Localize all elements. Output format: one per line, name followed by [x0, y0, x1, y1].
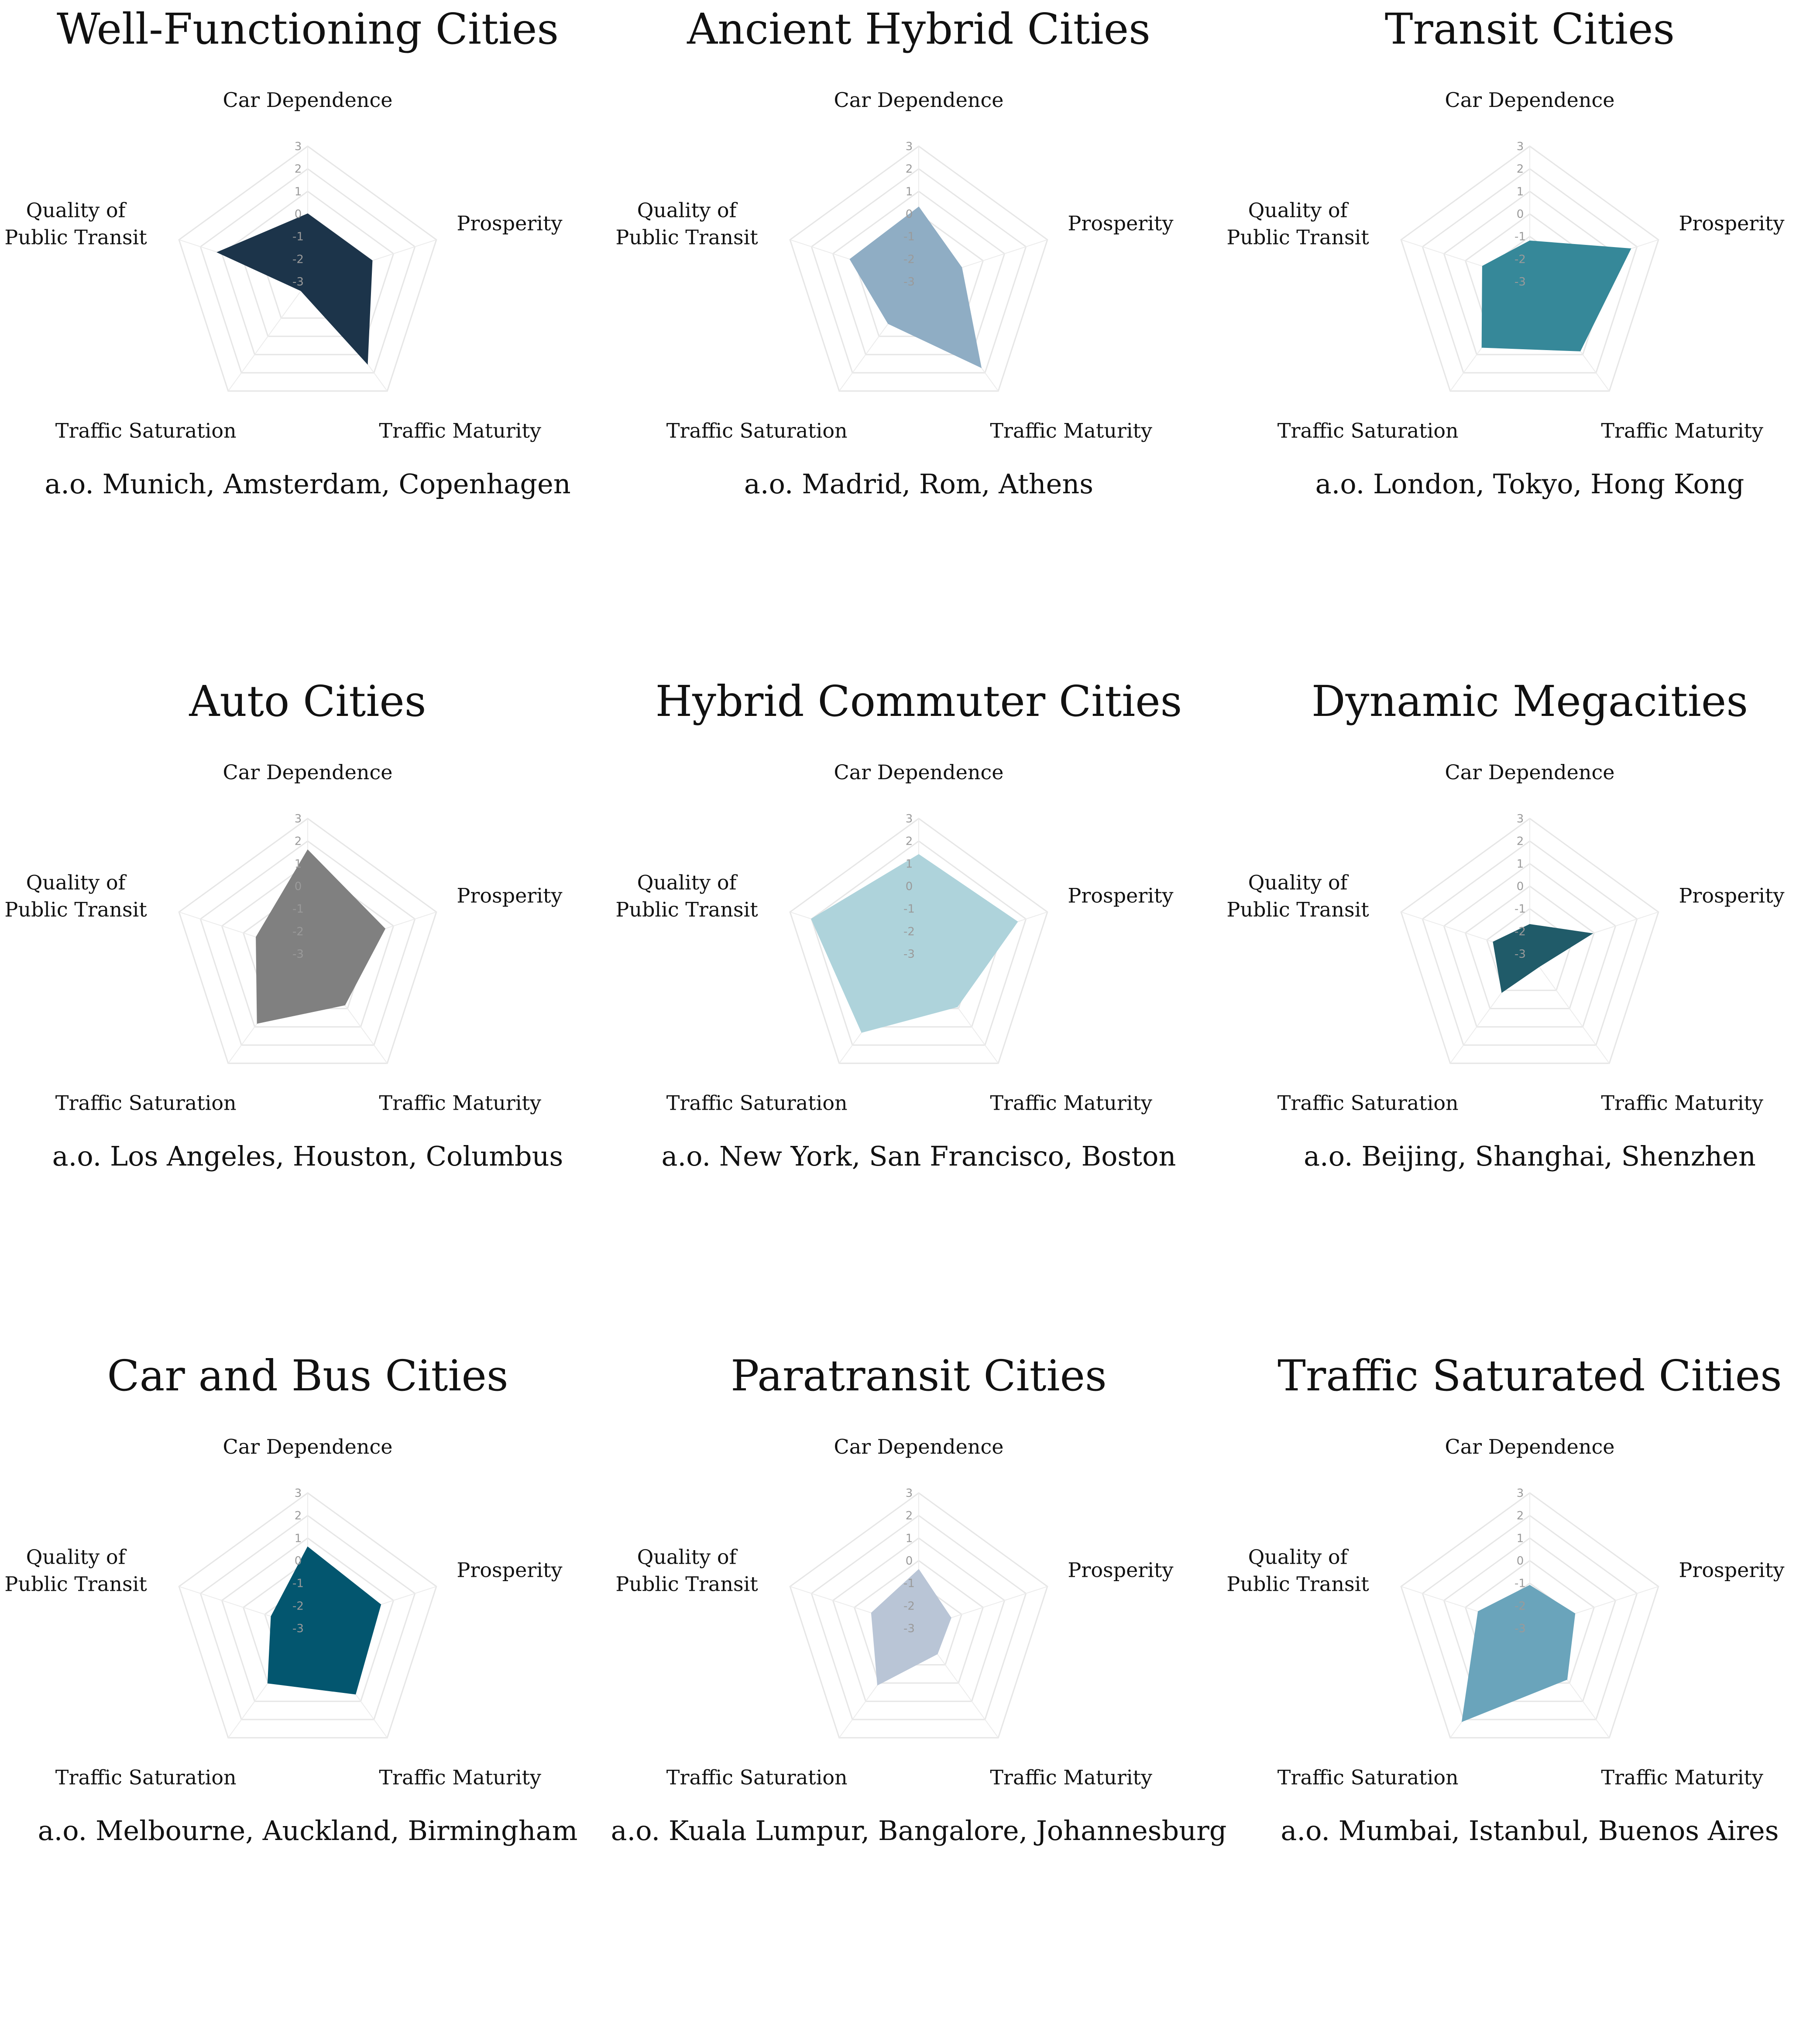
radar-panel: [1222, 1347, 1820, 1878]
tick-label: -3: [1514, 948, 1526, 961]
example-cities: a.o. Melbourne, Auckland, Birmingham: [38, 1815, 578, 1847]
tick-label: 1: [294, 185, 302, 199]
tick-label: -1: [1514, 1577, 1526, 1590]
chart-title: Well-Functioning Cities: [56, 4, 559, 54]
axis-label: Car Dependence: [223, 1435, 393, 1458]
radar-chart: [1222, 1347, 1820, 2019]
tick-label: 2: [905, 1509, 913, 1523]
axis-label: Prosperity: [1068, 1558, 1174, 1582]
tick-label: 3: [1516, 140, 1524, 153]
tick-label: 2: [294, 162, 302, 176]
axis-label: Traffic Saturation: [1277, 1765, 1459, 1789]
tick-label: 2: [1516, 835, 1524, 848]
radar-chart: [611, 1347, 1227, 2019]
axis-label: Prosperity: [1068, 211, 1174, 235]
tick-label: 3: [294, 1487, 302, 1500]
series-area: [1493, 925, 1592, 992]
tick-label: -3: [1514, 1622, 1526, 1635]
axis-label: Quality of Public Transit: [615, 198, 758, 249]
axis-label: Traffic Maturity: [990, 419, 1153, 443]
radar-panel: [0, 0, 611, 672]
tick-label: 0: [1516, 1555, 1524, 1568]
axis-label: Traffic Maturity: [1601, 1765, 1764, 1789]
tick-label: -2: [292, 253, 304, 266]
tick-label: -2: [1514, 253, 1526, 266]
tick-label: -1: [903, 902, 915, 916]
tick-label: 0: [294, 1555, 302, 1568]
tick-label: -2: [292, 925, 304, 939]
tick-label: -1: [292, 230, 304, 244]
tick-label: 0: [905, 208, 913, 221]
tick-label: 0: [905, 1555, 913, 1568]
tick-label: 1: [1516, 857, 1524, 871]
axis-label: Prosperity: [457, 1558, 563, 1582]
series-area: [811, 855, 1017, 1032]
axis-label: Traffic Saturation: [666, 1765, 848, 1789]
tick-label: 1: [1516, 1532, 1524, 1545]
tick-label: -3: [903, 948, 915, 961]
tick-label: 0: [905, 880, 913, 893]
tick-label: -3: [903, 1622, 915, 1635]
radar-panel: [1222, 672, 1820, 1347]
axis-label: Traffic Maturity: [379, 1765, 542, 1789]
axis-label: Traffic Saturation: [55, 1091, 237, 1115]
axis-label: Quality of Public Transit: [4, 870, 147, 922]
axis-label: Quality of Public Transit: [1226, 1545, 1369, 1596]
chart-title: Ancient Hybrid Cities: [687, 4, 1150, 54]
axis-label: Quality of Public Transit: [615, 1545, 758, 1596]
axis-label: Quality of Public Transit: [615, 870, 758, 922]
axis-label: Traffic Maturity: [1601, 1091, 1764, 1115]
tick-label: 2: [294, 835, 302, 848]
axis-label: Traffic Maturity: [990, 1765, 1153, 1789]
axis-label: Traffic Saturation: [55, 419, 237, 443]
axis-label: Traffic Maturity: [990, 1091, 1153, 1115]
chart-title: Auto Cities: [189, 677, 426, 726]
chart-title: Hybrid Commuter Cities: [655, 677, 1182, 726]
tick-label: 3: [294, 812, 302, 825]
example-cities: a.o. Beijing, Shanghai, Shenzhen: [1304, 1140, 1756, 1172]
axis-label: Car Dependence: [223, 760, 393, 784]
axis-label: Traffic Saturation: [666, 1091, 848, 1115]
radar-chart: [0, 1347, 611, 2019]
tick-label: 1: [905, 857, 913, 871]
tick-label: 0: [294, 208, 302, 221]
axis-label: Car Dependence: [834, 1435, 1004, 1458]
tick-label: 3: [294, 140, 302, 153]
axis-label: Car Dependence: [1445, 1435, 1615, 1458]
tick-label: 1: [1516, 185, 1524, 199]
axis-label: Prosperity: [1679, 884, 1785, 908]
tick-label: -3: [903, 275, 915, 289]
tick-label: -2: [903, 253, 915, 266]
axis-label: Prosperity: [457, 884, 563, 908]
radar-chart: [611, 672, 1222, 1345]
tick-label: -1: [903, 230, 915, 244]
tick-label: 2: [1516, 162, 1524, 176]
axis-label: Quality of Public Transit: [4, 1545, 147, 1596]
radar-panel: [0, 672, 611, 1347]
tick-label: 2: [905, 835, 913, 848]
axis-label: Traffic Maturity: [379, 1091, 542, 1115]
tick-label: 3: [1516, 1487, 1524, 1500]
axis-label: Car Dependence: [834, 760, 1004, 784]
tick-label: 1: [905, 185, 913, 199]
example-cities: a.o. Madrid, Rom, Athens: [744, 468, 1094, 500]
axis-label: Traffic Maturity: [1601, 419, 1764, 443]
chart-title: Traffic Saturated Cities: [1277, 1351, 1782, 1400]
axis-label: Car Dependence: [1445, 760, 1615, 784]
axis-label: Car Dependence: [1445, 88, 1615, 112]
tick-label: 0: [1516, 880, 1524, 893]
radar-chart: [0, 0, 611, 672]
radar-panel: [611, 0, 1222, 672]
radar-panel: [1222, 0, 1820, 672]
axis-label: Car Dependence: [834, 88, 1004, 112]
axis-label: Prosperity: [1679, 211, 1785, 235]
example-cities: a.o. Mumbai, Istanbul, Buenos Aires: [1281, 1815, 1779, 1847]
chart-title: Transit Cities: [1384, 4, 1675, 54]
axis-label: Quality of Public Transit: [1226, 198, 1369, 249]
tick-label: -2: [903, 925, 915, 939]
radar-chart: [611, 0, 1222, 672]
radar-panel: [0, 1347, 611, 1878]
tick-label: 3: [1516, 812, 1524, 825]
tick-label: -1: [1514, 230, 1526, 244]
example-cities: a.o. New York, San Francisco, Boston: [661, 1140, 1176, 1172]
tick-label: 1: [294, 1532, 302, 1545]
tick-label: 0: [294, 880, 302, 893]
axis-label: Prosperity: [457, 211, 563, 235]
tick-label: 3: [905, 140, 913, 153]
chart-title: Paratransit Cities: [731, 1351, 1107, 1400]
axis-label: Traffic Saturation: [1277, 419, 1459, 443]
tick-label: 1: [294, 857, 302, 871]
tick-label: -2: [1514, 925, 1526, 939]
radar-panel: [611, 1347, 1227, 1878]
series-area: [268, 1547, 381, 1694]
radar-chart: [1222, 0, 1820, 672]
radar-panel: [611, 672, 1222, 1347]
radar-chart: [1222, 672, 1820, 1345]
example-cities: a.o. London, Tokyo, Hong Kong: [1315, 468, 1744, 500]
tick-label: -1: [903, 1577, 915, 1590]
example-cities: a.o. Los Angeles, Houston, Columbus: [52, 1140, 563, 1172]
axis-label: Traffic Saturation: [1277, 1091, 1459, 1115]
tick-label: -1: [292, 902, 304, 916]
axis-label: Traffic Saturation: [55, 1765, 237, 1789]
example-cities: a.o. Munich, Amsterdam, Copenhagen: [45, 468, 571, 500]
tick-label: -3: [292, 948, 304, 961]
axis-label: Traffic Saturation: [666, 419, 848, 443]
series-area: [256, 850, 385, 1023]
tick-label: -2: [903, 1599, 915, 1613]
axis-label: Traffic Maturity: [379, 419, 542, 443]
axis-label: Quality of Public Transit: [4, 198, 147, 249]
tick-label: -3: [292, 1622, 304, 1635]
chart-title: Dynamic Megacities: [1311, 677, 1748, 726]
tick-label: -3: [292, 275, 304, 289]
axis-label: Prosperity: [1068, 884, 1174, 908]
axis-label: Quality of Public Transit: [1226, 870, 1369, 922]
tick-label: -1: [292, 1577, 304, 1590]
example-cities: a.o. Kuala Lumpur, Bangalore, Johannesburg: [611, 1815, 1227, 1847]
axis-label: Car Dependence: [223, 88, 393, 112]
tick-label: -2: [292, 1599, 304, 1613]
radar-chart: [0, 672, 611, 1345]
chart-title: Car and Bus Cities: [107, 1351, 508, 1400]
tick-label: 3: [905, 1487, 913, 1500]
tick-label: 0: [1516, 208, 1524, 221]
tick-label: -3: [1514, 275, 1526, 289]
series-area: [850, 207, 981, 368]
axis-label: Prosperity: [1679, 1558, 1785, 1582]
tick-label: 2: [1516, 1509, 1524, 1523]
tick-label: 2: [905, 162, 913, 176]
tick-label: 3: [905, 812, 913, 825]
tick-label: -2: [1514, 1599, 1526, 1613]
tick-label: 1: [905, 1532, 913, 1545]
tick-label: 2: [294, 1509, 302, 1523]
tick-label: -1: [1514, 902, 1526, 916]
